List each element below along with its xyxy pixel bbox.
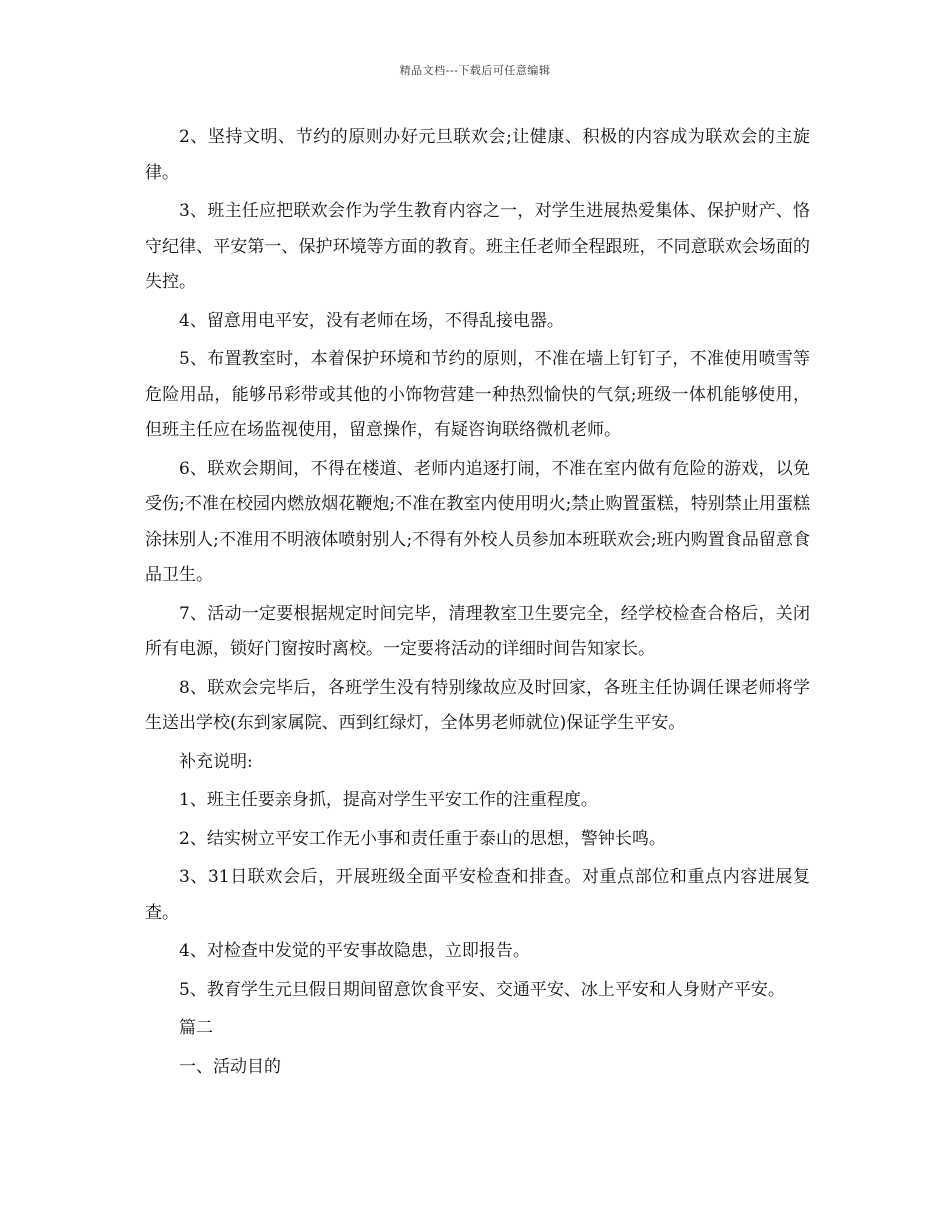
section-heading-supplement: 补充说明: bbox=[179, 751, 253, 772]
paragraph: 8、联欢会完毕后，各班学生没有特别缘故应及时回家，各班主任协调任课老师将学生送出学校(东到家属院、西到红绿灯，全体男老师就位)保证学生平安。 bbox=[145, 677, 810, 733]
section-heading-activity-purpose: 一、活动目的 bbox=[179, 1056, 281, 1077]
paragraph: 1、班主任要亲身抓，提高对学生平安工作的注重程度。 bbox=[179, 790, 598, 810]
paragraph: 7、活动一定要根据规定时间完毕，清理教室卫生要完全，经学校检查合格后，关闭所有电源，锁好门窗按时离校。一定要将活动的详细时间告知家长。 bbox=[145, 603, 810, 659]
paragraph: 5、布置教室时，本着保护环境和节约的原则，不准在墙上钉钉子，不准使用喷雪等危险用品，能够吊彩带或其他的小饰物营建一种热烈愉快的气氛;班级一体机能够使用，但班主任应在场监视使用，留意操作，有疑咨询联络微机老师。 bbox=[145, 349, 810, 440]
section-heading-part-two: 篇二 bbox=[179, 1018, 213, 1038]
paragraph: 5、教育学生元旦假日期间留意饮食平安、交通平安、冰上平安和人身财产平安。 bbox=[179, 979, 785, 1000]
paragraph: 3、31日联欢会后，开展班级全面平安检查和排查。对重点部位和重点内容进展复查。 bbox=[145, 867, 810, 923]
page-header: 精品文档---下载后可任意编辑 bbox=[399, 64, 551, 77]
paragraph: 4、对检查中发觉的平安事故隐患，立即报告。 bbox=[179, 941, 530, 961]
document-body bbox=[145, 120, 810, 1088]
paragraph: 6、联欢会期间，不得在楼道、老师内追逐打闹，不准在室内做有危险的游戏，以免受伤;不准在校园内燃放烟花鞭炮;不准在教室内使用明火;禁止购置蛋糕，特别禁止用蛋糕涂抹别人;不准用不明液体喷射别人;不得有外校人员参加本班联欢会;班内购置食品留意食品卫生。 bbox=[145, 458, 810, 585]
paragraph: 4、留意用电平安，没有老师在场，不得乱接电器。 bbox=[179, 310, 564, 331]
paragraph: 3、班主任应把联欢会作为学生教育内容之一，对学生进展热爱集体、保护财产、恪守纪律、平安第一、保护环境等方面的教育。班主任老师全程跟班，不同意联欢会场面的失控。 bbox=[145, 201, 810, 292]
paragraph: 2、结实树立平安工作无小事和责任重于泰山的思想，警钟长鸣。 bbox=[179, 828, 666, 849]
paragraph: 2、坚持文明、节约的原则办好元旦联欢会;让健康、积极的内容成为联欢会的主旋律。 bbox=[145, 127, 810, 183]
